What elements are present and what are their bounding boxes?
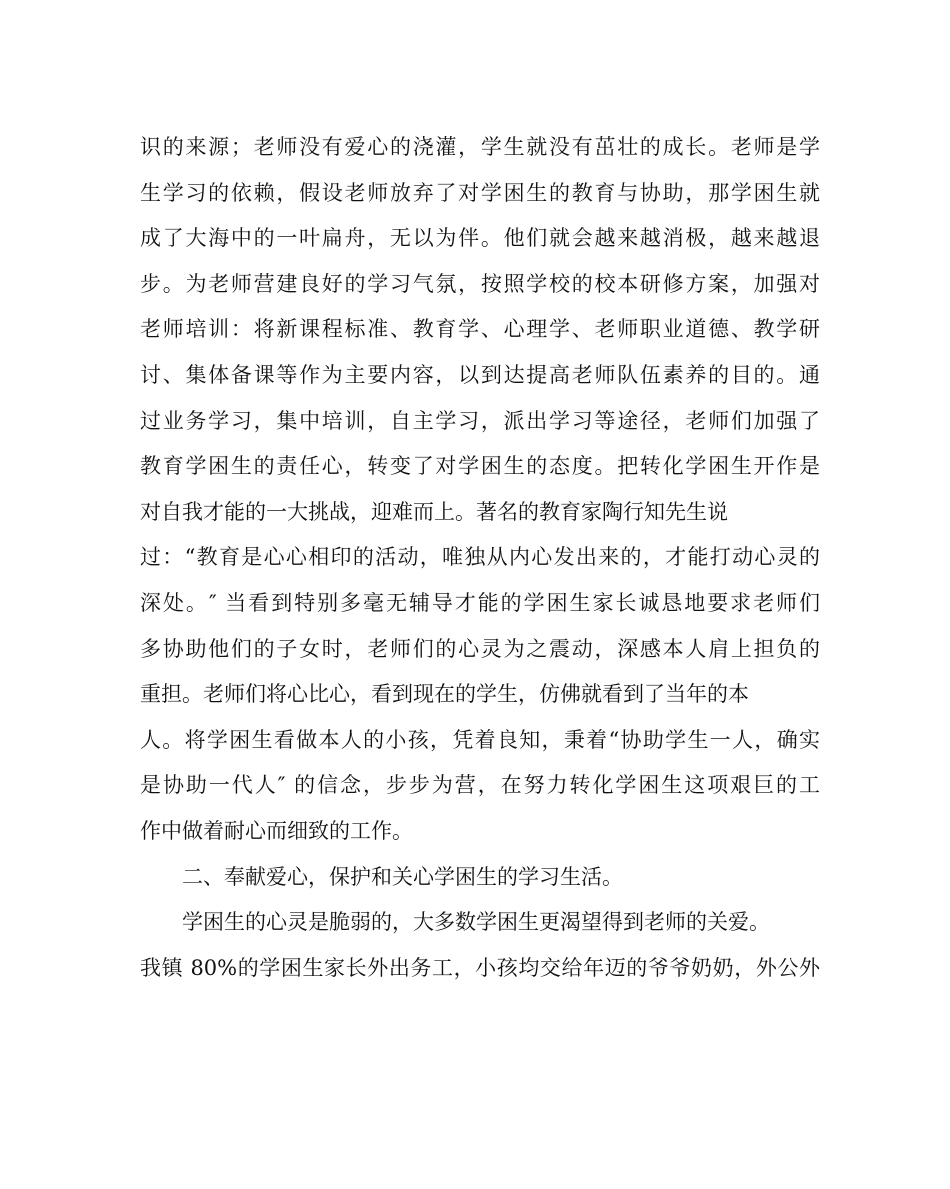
- text-line: 生学习的依赖，假设老师放弃了对学困生的教育与协助，那学困生就: [140, 180, 820, 205]
- body-text: [140, 125, 820, 991]
- text-line: 是协助一代人″ 的信念，步步为营，在努力转化学困生这项艰巨的工: [140, 773, 820, 798]
- text-line: 过：“教育是心心相印的活动，唯独从内心发出来的，才能打动心灵的: [140, 545, 820, 570]
- text-line: 重担。老师们将心比心，看到现在的学生，仿佛就看到了当年的本: [140, 682, 749, 707]
- text-line: 教育学困生的责任心，转变了对学困生的态度。把转化学困生开作是: [140, 454, 820, 479]
- text-line: 多协助他们的子女时，老师们的心灵为之震动，深感本人肩上担负的: [140, 636, 820, 661]
- text-line: 深处。″ 当看到特别多毫无辅导才能的学困生家长诚恳地要求老师们: [140, 590, 820, 615]
- text-line: 过业务学习，集中培训，自主学习，派出学习等途径，老师们加强了: [140, 408, 820, 433]
- text-line: 老师培训：将新课程标准、教育学、心理学、老师职业道德、教学研: [140, 317, 820, 342]
- text-line: 识的来源；老师没有爱心的浇灌，学生就没有茁壮的成长。老师是学: [140, 135, 820, 159]
- text-line: 学困生的心灵是脆弱的，大多数学困生更渴望得到老师的关爱。: [182, 910, 770, 935]
- text-line: 人。将学困生看做本人的小孩，凭着良知，秉着“协助学生一人，确实: [140, 727, 820, 752]
- text-line: 二、奉献爱心，保护和关心学困生的学习生活。: [182, 864, 623, 889]
- text-line: 成了大海中的一叶扁舟，无以为伴。他们就会越来越消极，越来越退: [140, 226, 820, 251]
- text-line: 步。为老师营建良好的学习气氛，按照学校的校本研修方案，加强对: [140, 271, 820, 296]
- text-line: 我镇 80%的学困生家长外出务工，小孩均交给年迈的爷爷奶奶，外公外: [140, 955, 820, 980]
- text-line: 讨、集体备课等作为主要内容，以到达提高老师队伍素养的目的。通: [140, 362, 820, 387]
- text-line: 作中做着耐心而细致的工作。: [140, 818, 413, 843]
- text-line: 对自我才能的一大挑战，迎难而上。著名的教育家陶行知先生说: [140, 499, 728, 524]
